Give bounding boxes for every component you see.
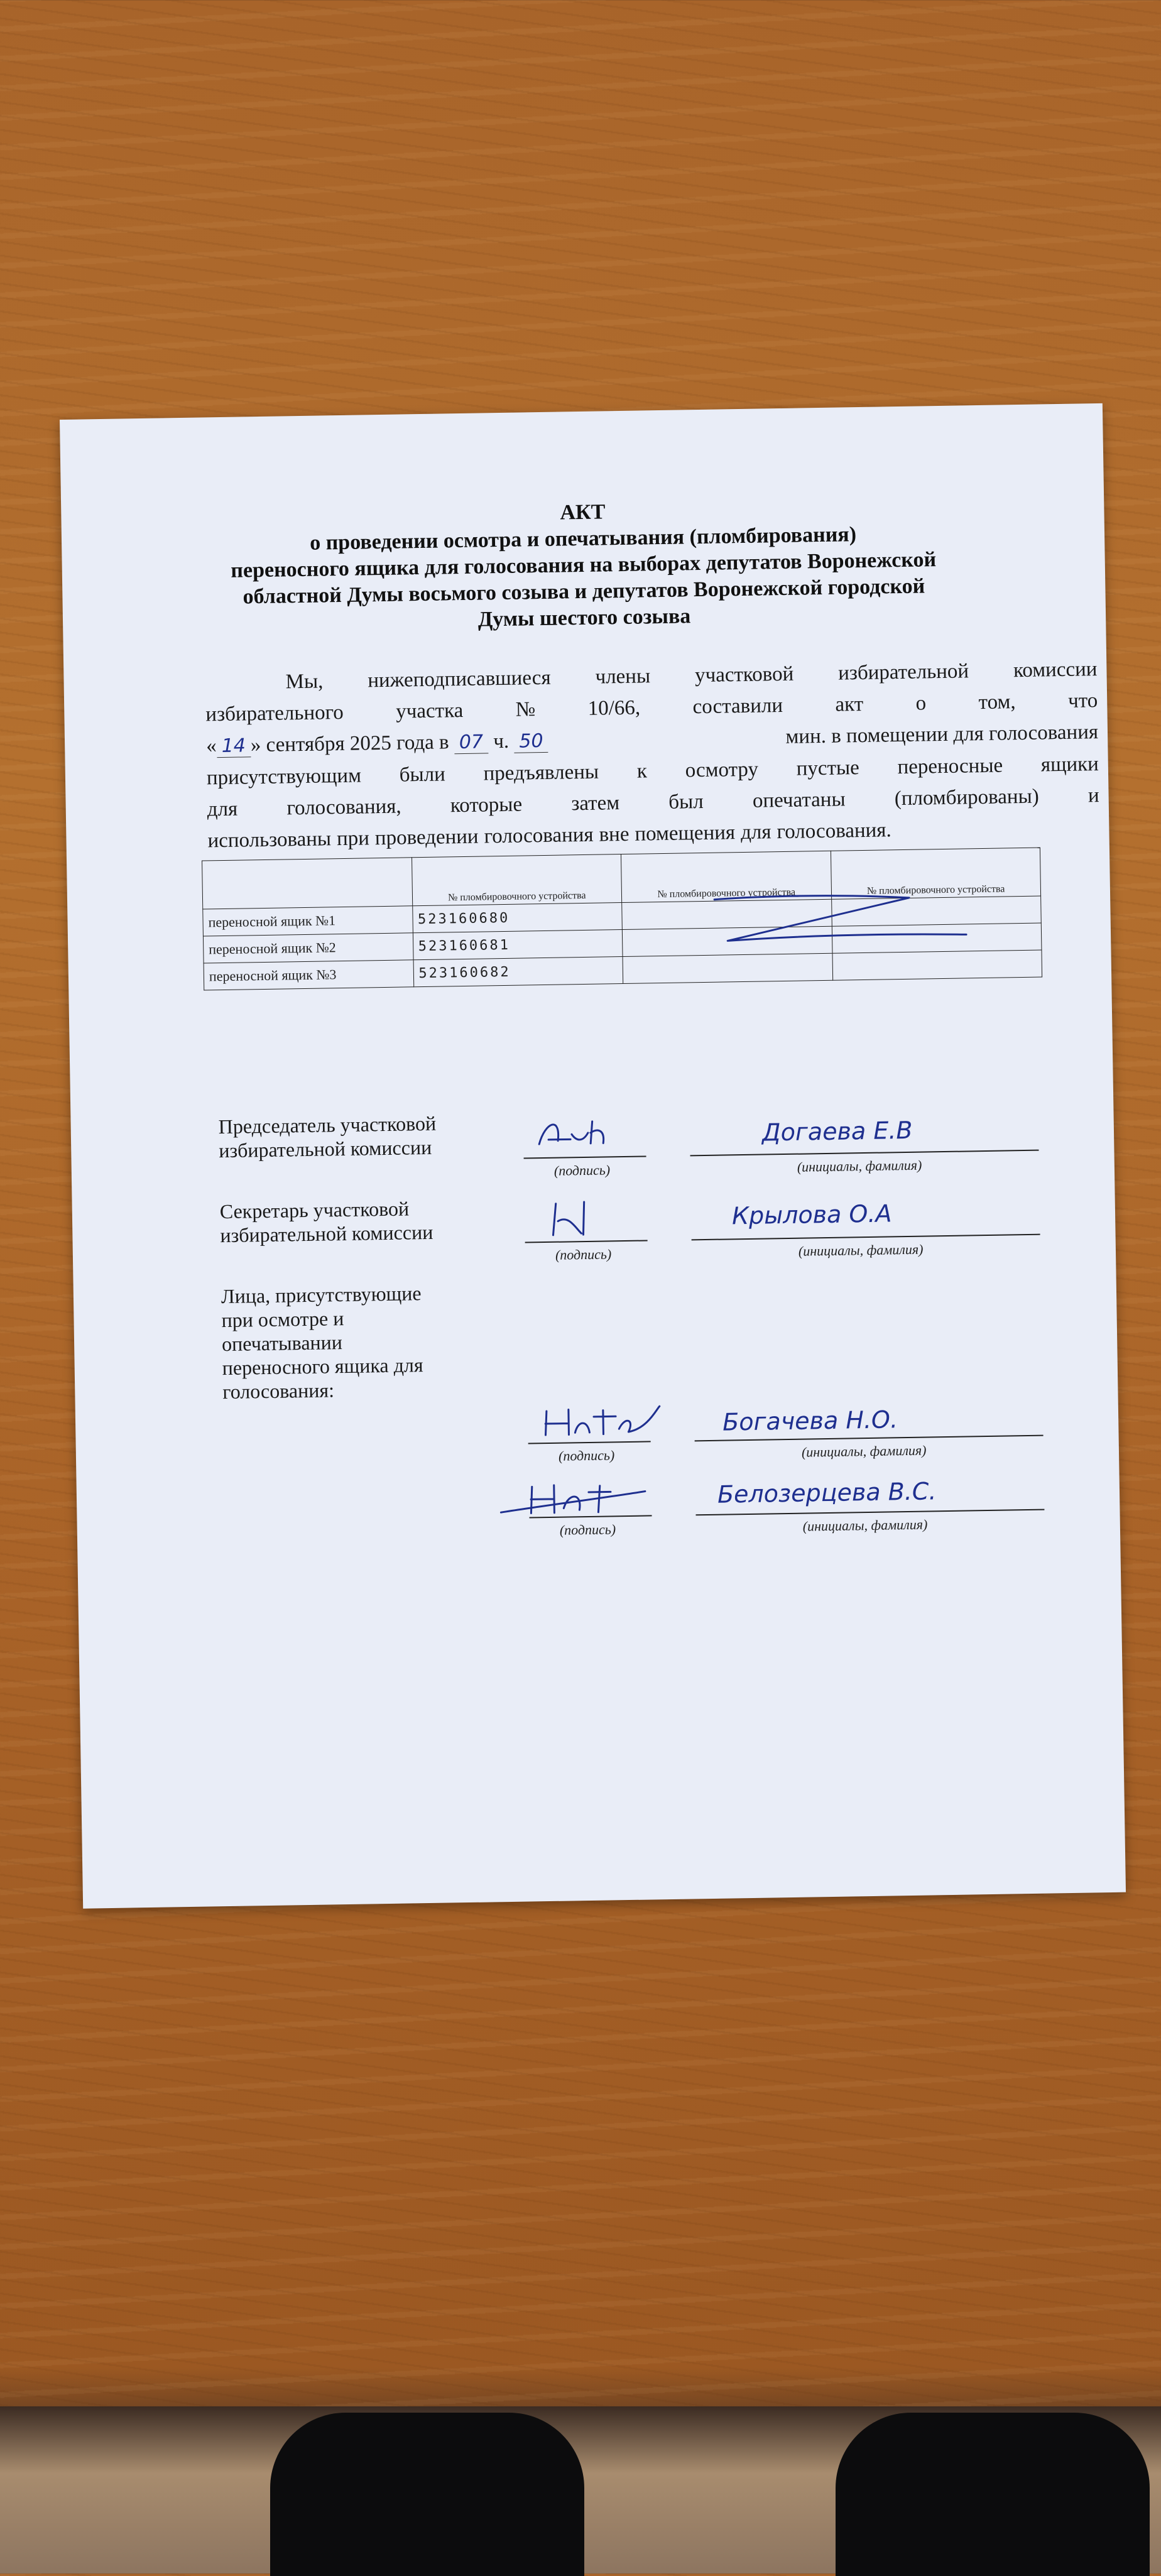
header-cell-empty	[202, 858, 413, 909]
person-1-name-handwritten: Богачева Н.О.	[722, 1405, 898, 1436]
body-line-6: использованы при проведении голосования вне помещения для голосования.	[207, 819, 891, 853]
chairman-sign-line	[524, 1155, 646, 1159]
body-line-5: для голосования, которые затем был опечатаны (пломбированы) и	[207, 784, 1099, 821]
secretary-name-caption: (инициалы, фамилия)	[798, 1241, 924, 1259]
document-title	[61, 491, 1106, 640]
title-line-5: Думы шестого созыва	[477, 604, 691, 631]
person-2-name-line	[695, 1509, 1044, 1516]
chairman-signature	[532, 1108, 621, 1154]
chairman-name-caption: (инициалы, фамилия)	[797, 1157, 922, 1175]
secretary-label-1: Секретарь участковой	[219, 1197, 410, 1223]
present-label-3: опечатывании	[221, 1331, 343, 1356]
header-cell-seal-3: № пломбировочного устройства	[831, 848, 1041, 899]
handwritten-day: 14	[216, 734, 251, 758]
present-label-1: Лица, присутствующие	[221, 1282, 422, 1308]
secretary-sign-line	[525, 1240, 648, 1243]
title-line-4: областной Думы восьмого созыва и депутатов Воронежской городской	[243, 574, 925, 609]
empty-cell	[832, 950, 1042, 980]
person-2-name-handwritten: Белозерцева В.С.	[717, 1477, 937, 1509]
person-1-name-caption: (инициалы, фамилия)	[801, 1442, 927, 1460]
person-leg-right	[836, 2413, 1150, 2576]
document-sheet	[60, 403, 1126, 1909]
person-2-name-caption: (инициалы, фамилия)	[802, 1516, 928, 1534]
title-line-1: АКТ	[560, 500, 606, 525]
chairman-label-2: избирательной комиссии	[219, 1135, 432, 1162]
handwritten-minutes: 50	[514, 730, 548, 753]
chairman-sign-caption: (подпись)	[553, 1162, 611, 1179]
secretary-name-line	[692, 1234, 1040, 1241]
person-1-name-line	[695, 1435, 1044, 1442]
secretary-name-handwritten: Крылова О.А	[731, 1199, 892, 1230]
chairman-name-line	[690, 1150, 1039, 1157]
secretary-signature	[547, 1195, 610, 1240]
row-label: переносной ящик №2	[203, 933, 413, 963]
act-body-paragraph	[205, 653, 1100, 856]
secretary-sign-caption: (подпись)	[555, 1246, 612, 1263]
person-1-sign-caption: (подпись)	[558, 1447, 615, 1464]
title-line-3: переносного ящика для голосования на выборах депутатов Воронежской	[231, 548, 937, 582]
handwritten-hour: 07	[454, 731, 489, 754]
empty-cell	[623, 953, 832, 983]
body-line-4: присутствующим были предъявлены к осмотру пустые переносные ящики	[206, 753, 1099, 790]
present-label-5: голосования:	[222, 1378, 335, 1404]
title-line-2: о проведении осмотра и опечатывания (пломбирования)	[309, 523, 857, 555]
row-label: переносной ящик №3	[204, 960, 413, 990]
present-label-4: переносного ящика для	[222, 1353, 423, 1380]
header-cell-seal-1: № пломбировочного устройства	[412, 854, 622, 906]
body-line-1: Мы, нижеподписавшиеся члены участковой избирательной комиссии	[285, 658, 1098, 694]
person-2-sign-caption: (подпись)	[559, 1521, 616, 1538]
body-line-3: « 14 » сентября 2025 года в 07 ч. 50 мин. в помещении для голосования	[206, 716, 1099, 762]
chairman-name-handwritten: Догаева Е.В	[761, 1116, 913, 1147]
secretary-label-2: избирательной комиссии	[220, 1220, 433, 1247]
chairman-label-1: Председатель участковой	[218, 1111, 437, 1138]
body-line-2: избирательного участка № 10/66, составили акт о том, что	[205, 689, 1098, 726]
person-leg-left	[270, 2413, 584, 2576]
date-phrase: « 14 » сентября 2025 года в 07 ч. 50	[206, 725, 548, 763]
header-cell-seal-2: № пломбировочного устройства	[621, 851, 831, 902]
strike-through-z-mark	[702, 887, 1017, 949]
seal-number: 523160681	[413, 930, 623, 960]
seal-number: 523160680	[412, 903, 622, 933]
row-label: переносной ящик №1	[203, 906, 413, 936]
seal-number: 523160682	[413, 957, 623, 987]
present-label-2: при осмотре и	[221, 1307, 344, 1332]
person-1-signature	[540, 1397, 667, 1443]
